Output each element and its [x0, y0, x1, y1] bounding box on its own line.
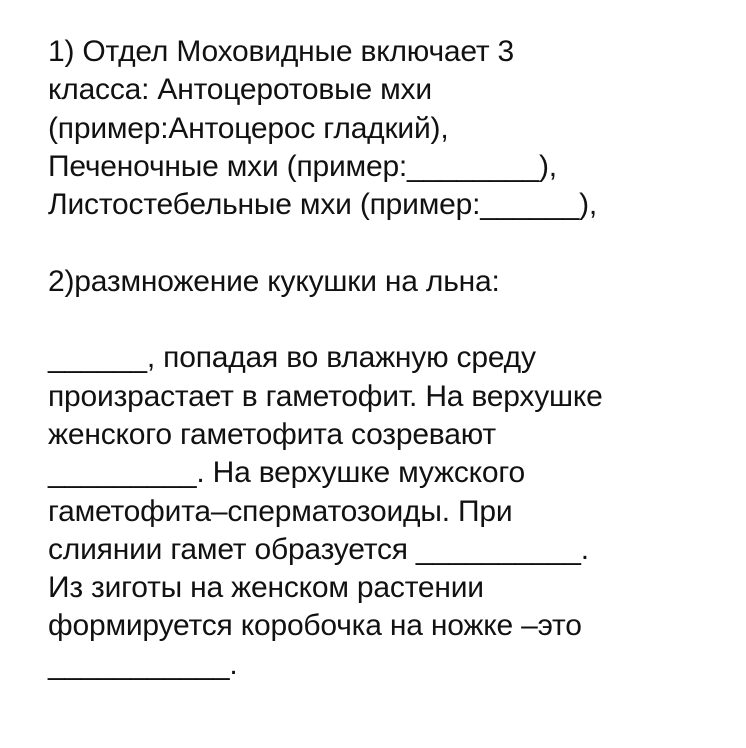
blank-line [48, 224, 738, 262]
text-line: формируется коробочка на ножке –это [48, 609, 582, 643]
text-line: ___________. [48, 647, 238, 681]
text-line: 2)размножение кукушки на льна: [48, 264, 500, 298]
text-line: ______, попадая во влажную среду [48, 341, 536, 375]
text-line: 1) Отдел Моховидные включает 3 [48, 35, 515, 68]
text-line: произрастает в гаметофит. На верхушке [48, 379, 603, 413]
blank-line [48, 301, 738, 339]
text-line: класса: Антоцеротовые мхи [48, 73, 432, 107]
text-line: _________. На верхушке мужского [48, 456, 525, 490]
document-text [48, 33, 738, 684]
text-line: Печеночные мхи (пример:________), [48, 149, 557, 183]
text-line: женского гаметофита созревают [48, 417, 496, 451]
text-line: гаметофита–сперматозоиды. При [48, 494, 513, 528]
text-line: Из зиготы на женском растении [48, 571, 484, 605]
text-line: слиянии гамет образуется __________. [48, 532, 589, 566]
text-line: (пример:Антоцерос гладкий), [48, 111, 449, 145]
text-line: Листостебельные мхи (пример:______), [48, 188, 598, 222]
